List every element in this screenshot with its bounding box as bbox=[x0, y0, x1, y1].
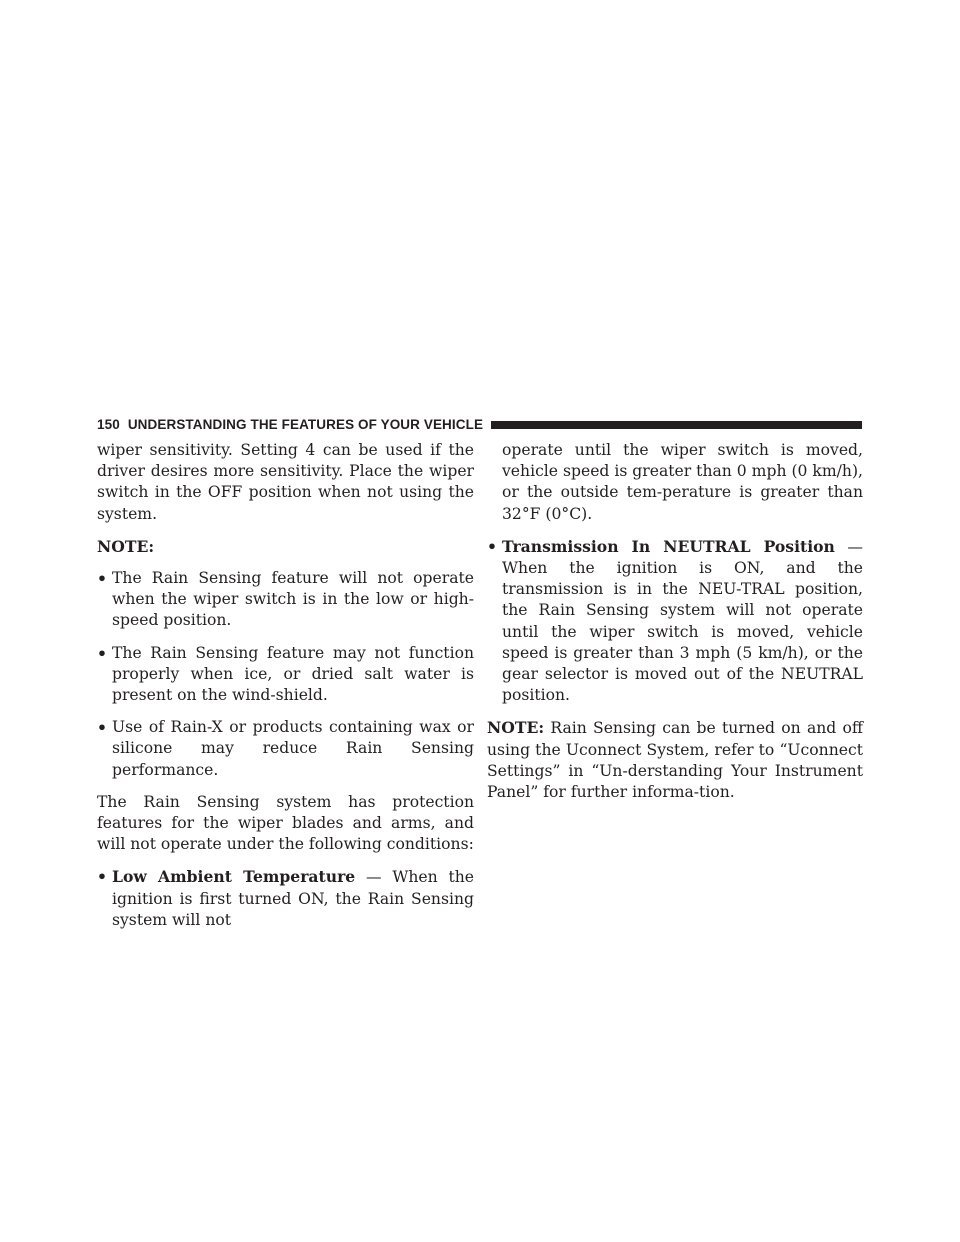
left-column bbox=[97, 440, 474, 942]
note-list bbox=[97, 568, 474, 781]
list-item bbox=[487, 536, 863, 707]
list-item bbox=[97, 643, 474, 707]
final-note bbox=[487, 717, 863, 803]
section-title: UNDERSTANDING THE FEATURES OF YOUR VEHICLE bbox=[127, 417, 484, 432]
page-header bbox=[97, 416, 862, 433]
final-note-text: Rain Sensing can be turned on and off using the Uconnect System, refer to “Uconnect Settings” in “Un-derstanding Your Instrument Panel” for further informa-tion. bbox=[487, 719, 863, 802]
list-item bbox=[97, 866, 474, 931]
header-rule bbox=[491, 421, 862, 429]
protection-paragraph: The Rain Sensing system has protection features for the wiper blades and arms, and will not operate under the following conditions: bbox=[97, 792, 474, 854]
condition-text: — When the ignition is first turned ON, the Rain Sensing system will not bbox=[112, 868, 474, 929]
condition-title: Low Ambient Temperature bbox=[112, 867, 356, 887]
note-heading: NOTE: bbox=[97, 536, 155, 556]
page-number: 150 bbox=[97, 417, 120, 432]
final-note-label: NOTE: bbox=[487, 718, 545, 738]
intro-paragraph: wiper sensitivity. Setting 4 can be used if the driver desires more sensitivity. Place the wiper switch in the OFF position when not using the system. bbox=[97, 441, 474, 523]
condition-list-continued bbox=[487, 536, 863, 707]
bullet-icon: • bbox=[97, 569, 107, 589]
bullet-icon: • bbox=[97, 867, 107, 887]
right-column bbox=[487, 440, 863, 814]
note-text: The Rain Sensing feature will not operate when the wiper switch is in the low or high-speed position. bbox=[112, 569, 474, 630]
list-item bbox=[97, 717, 474, 781]
condition-text: — When the ignition is ON, and the transmission is in the NEU-TRAL position, the Rain Sensing system will not operate until the wiper switch is moved, vehicle speed is greater than 3 mph (5 km/h), or the gear selector is moved out of the NEUTRAL position. bbox=[502, 537, 863, 705]
condition-list bbox=[97, 866, 474, 931]
list-item bbox=[97, 568, 474, 632]
condition-continued: operate until the wiper switch is moved, vehicle speed is greater than 0 mph (0 km/h), or the outside tem-perature is greater than 32°F (0°C). bbox=[502, 441, 863, 523]
bullet-icon: • bbox=[487, 536, 497, 556]
bullet-icon: • bbox=[97, 643, 107, 663]
bullet-icon: • bbox=[97, 718, 107, 738]
condition-title: Transmission In NEUTRAL Position bbox=[502, 536, 835, 556]
note-text: Use of Rain-X or products containing wax or silicone may reduce Rain Sensing performance. bbox=[112, 718, 474, 779]
note-text: The Rain Sensing feature may not function properly when ice, or dried salt water is present on the wind-shield. bbox=[112, 643, 474, 705]
